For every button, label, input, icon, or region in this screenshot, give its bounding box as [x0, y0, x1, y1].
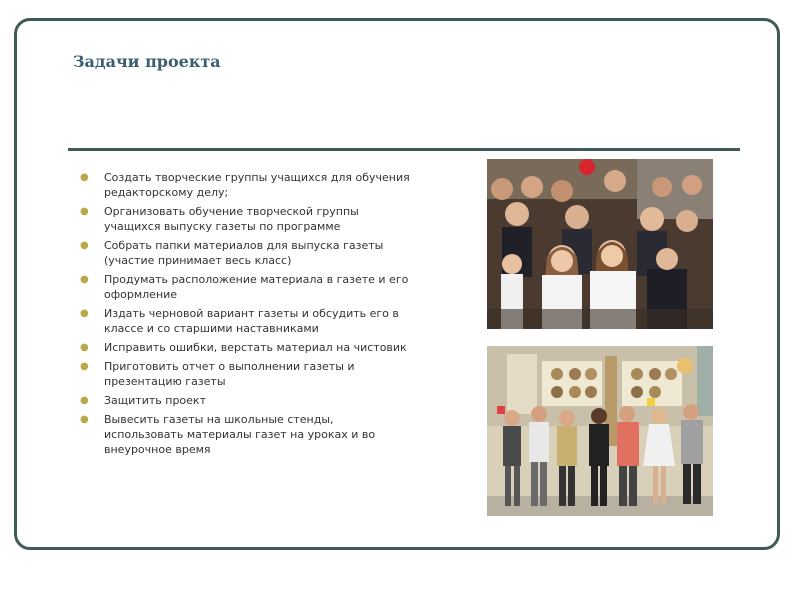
task-text: Вывесить газеты на школьные стенды, использовать материалы газет на уроках и во внеурочное время: [104, 413, 376, 456]
students-audience-photo: [487, 159, 713, 329]
task-item: [80, 393, 410, 408]
task-text: Создать творческие группы учащихся для обучения редакторскому делу;: [104, 171, 410, 199]
task-item: [80, 412, 410, 457]
task-item: [80, 170, 410, 200]
bullet-dot-icon: ●: [80, 395, 89, 406]
task-item: [80, 359, 410, 389]
bullet-dot-icon: ●: [80, 274, 89, 285]
task-text: Приготовить отчет о выполнении газеты и презентацию газеты: [104, 360, 355, 388]
bullet-dot-icon: ●: [80, 308, 89, 319]
bullet-dot-icon: ●: [80, 172, 89, 183]
slide-title: Задачи проекта: [73, 52, 221, 71]
task-text: Организовать обучение творческой группы учащихся выпуску газеты по программе: [104, 205, 359, 233]
bullet-dot-icon: ●: [80, 342, 89, 353]
task-item: [80, 340, 410, 355]
task-text: Собрать папки материалов для выпуска газеты (участие принимает весь класс): [104, 239, 384, 267]
task-item: [80, 238, 410, 268]
bullet-dot-icon: ●: [80, 414, 89, 425]
bullet-dot-icon: ●: [80, 206, 89, 217]
task-text: Защитить проект: [104, 394, 206, 407]
task-text: Продумать расположение материала в газете и его оформление: [104, 273, 409, 301]
title-divider: [68, 148, 740, 151]
task-text: Издать черновой вариант газеты и обсудить его в классе и со старшими наставниками: [104, 307, 399, 335]
task-item: [80, 272, 410, 302]
bullet-dot-icon: ●: [80, 240, 89, 251]
task-item: [80, 204, 410, 234]
presentation-photo: [487, 346, 713, 516]
task-list: [80, 170, 410, 461]
task-text: Исправить ошибки, верстать материал на чистовик: [104, 341, 407, 354]
task-item: [80, 306, 410, 336]
bullet-dot-icon: ●: [80, 361, 89, 372]
